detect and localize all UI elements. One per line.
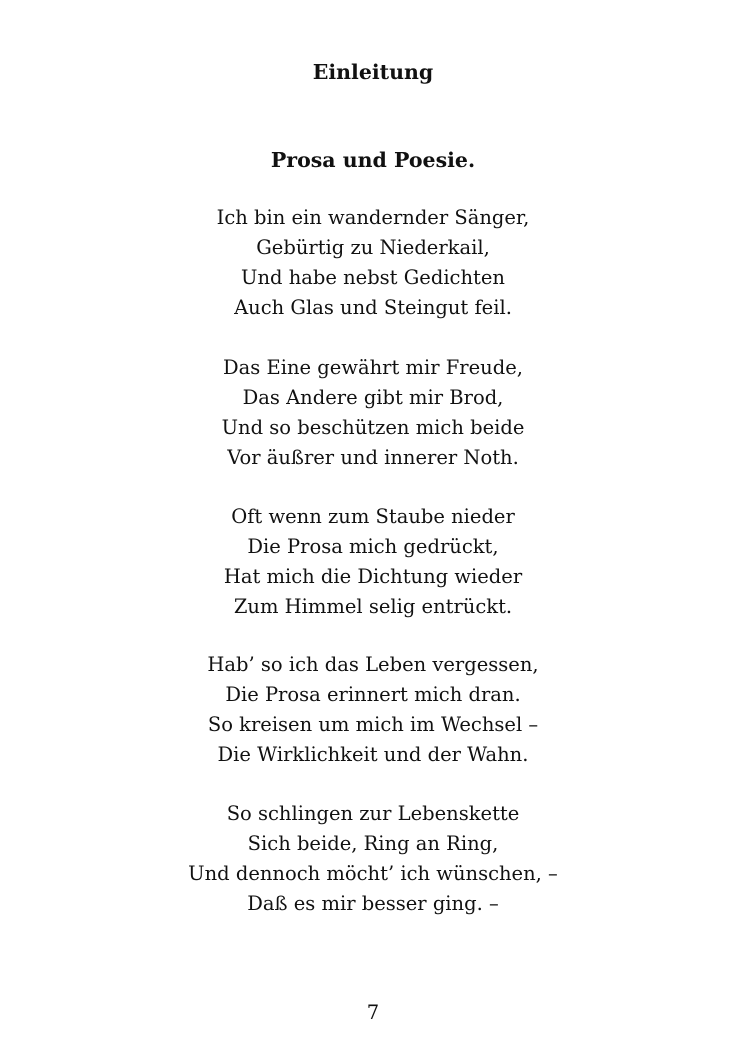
poem-title: Prosa und Poesie. — [270, 148, 476, 172]
page-number: 7 — [366, 1001, 380, 1024]
verse-line: Die Wirklichkeit und der Wahn. — [217, 743, 529, 766]
verse-line: Und dennoch möcht’ ich wünschen, – — [188, 862, 558, 885]
verse-line: Vor äußrer und innerer Noth. — [227, 446, 519, 469]
verse-line: Sich beide, Ring an Ring, — [247, 832, 499, 855]
verse-line: Die Prosa erinnert mich dran. — [225, 683, 521, 706]
verse-line: Daß es mir besser ging. – — [247, 892, 499, 915]
verse-line: Und habe nebst Gedichten — [241, 266, 505, 289]
verse-line: Zum Himmel selig entrückt. — [233, 595, 513, 618]
verse-line: Und so beschützen mich beide — [221, 416, 525, 439]
verse-line: Das Andere gibt mir Brod, — [242, 386, 504, 409]
verse-line: Hat mich die Dichtung wieder — [223, 565, 523, 588]
verse-line: Ich bin ein wandernder Sänger, — [216, 206, 530, 229]
chapter-title: Einleitung — [312, 60, 434, 84]
verse-line: Auch Glas und Steingut feil. — [234, 296, 512, 319]
verse-line: Hab’ so ich das Leben vergessen, — [207, 653, 539, 676]
verse-line: So kreisen um mich im Wechsel – — [207, 713, 539, 736]
verse-line: Gebürtig zu Niederkail, — [256, 236, 490, 259]
verse-line: Die Prosa mich gedrückt, — [247, 535, 499, 558]
verse-line: Oft wenn zum Staube nieder — [231, 505, 515, 528]
verse-line: So schlingen zur Lebenskette — [226, 802, 520, 825]
verse-line: Das Eine gewährt mir Freude, — [223, 356, 523, 379]
